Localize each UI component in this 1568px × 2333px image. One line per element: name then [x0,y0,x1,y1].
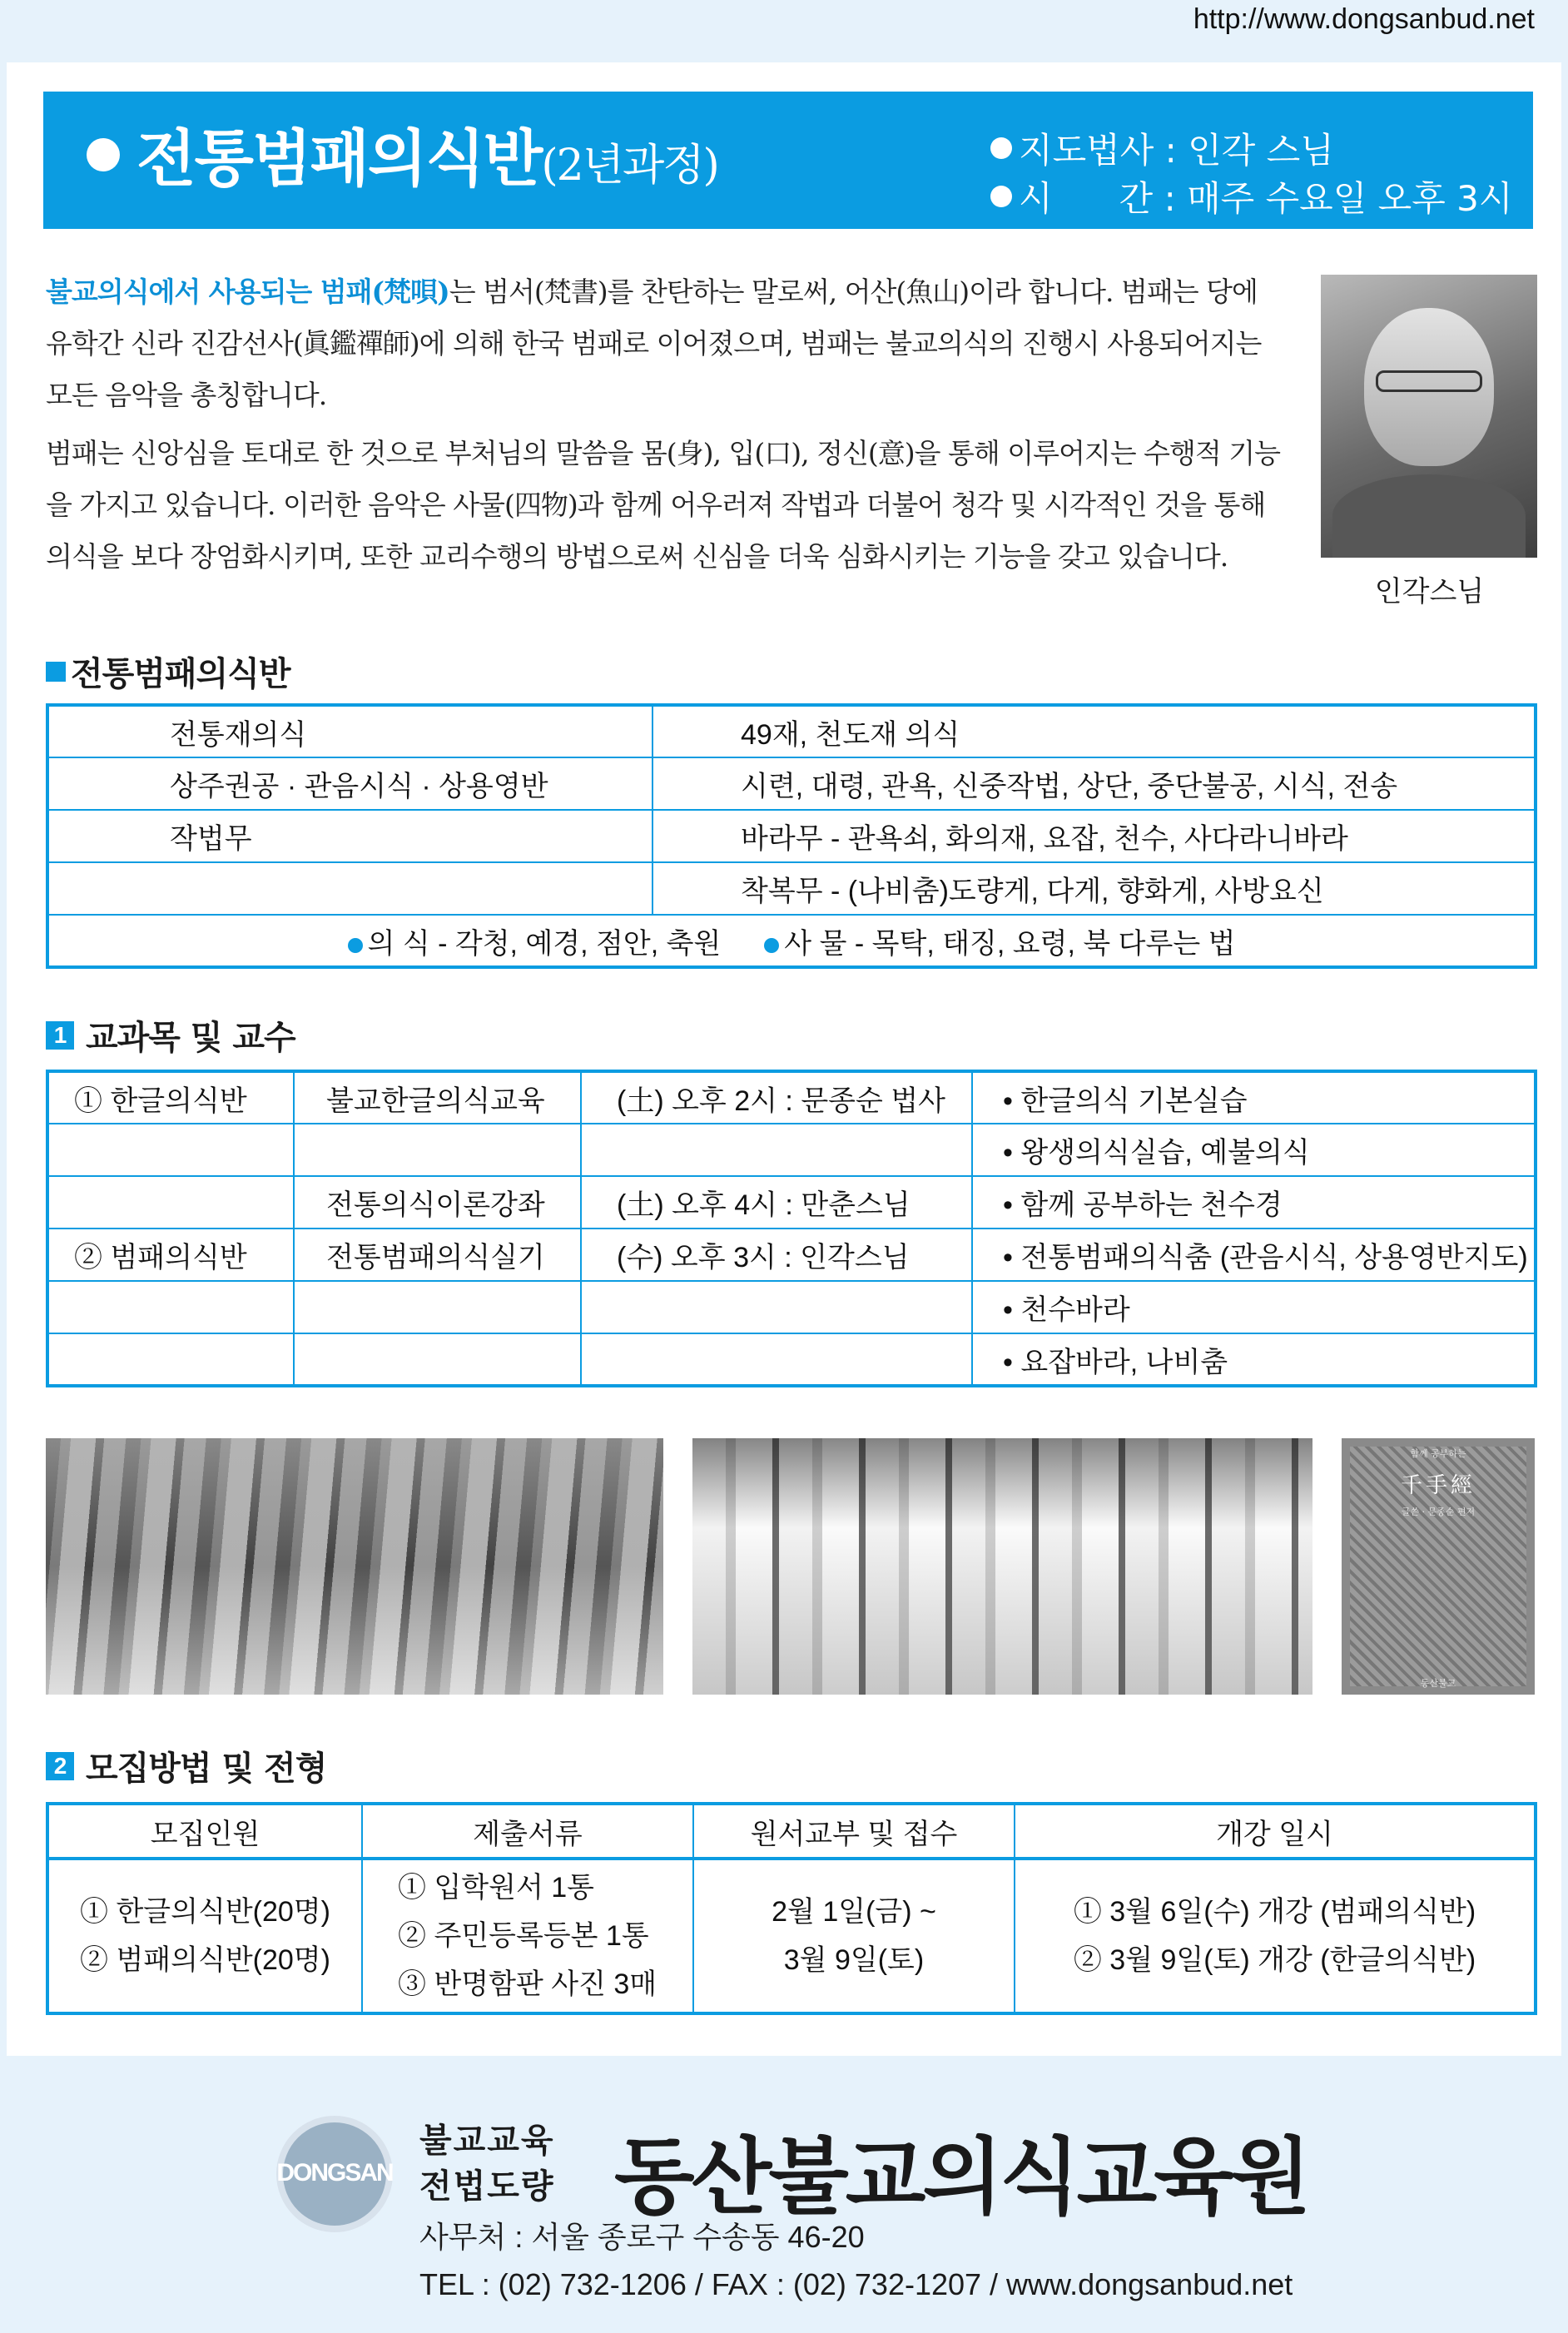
table-cell [47,1859,362,2013]
table-row [47,1124,1536,1176]
section-heading-1 [46,648,290,695]
bullet-icon [764,938,779,953]
table-cell [1015,1859,1536,2013]
table-cell: 착복무 - (나비춤)도량게, 다게, 향화게, 사방요신 [653,862,1536,915]
table-cell: • 함께 공부하는 천수경 [972,1176,1536,1229]
contact-info: TEL : (02) 732-1206 / FAX : (02) 732-1207 / www.dongsanbud.net [419,2267,1293,2301]
title-banner [43,92,1533,229]
intro-p1-text: 는 범서(梵書)를 찬탄하는 말로써, 어산(魚山)이라 합니다. 범패는 당에 유학간 신라 진감선사(眞鑑禪師)에 의해 한국 범패로 이어졌으며, 범패는 불교의식의 진행시 사용되어지는 모든 음악을 총칭합니다. [46,275,1262,411]
table-row [47,1176,1536,1229]
table-cell [581,1281,972,1333]
table-row [47,1333,1536,1386]
table-row [47,1071,1536,1124]
table-row [47,757,1536,810]
cell-line: 3월 9일(토) [783,1944,925,1976]
table-cell: • 한글의식 기본실습 [972,1071,1536,1124]
table-cell: 바라무 - 관욕쇠, 화의재, 요잡, 천수, 사다라니바라 [653,810,1536,862]
table-cell [47,862,653,915]
book-title: 千手經 [1400,1473,1476,1498]
table-cell [47,1176,294,1229]
cell-line: ③ 반명함판 사진 3매 [398,1968,657,2000]
table-row [47,1229,1536,1281]
section-heading-2 [46,1011,295,1059]
table-cell [294,1124,581,1176]
tagline-1: 불교교육 [419,2122,555,2160]
section-title: 교과목 및 교수 [86,1019,295,1057]
intro-text [46,266,1290,589]
bullet-icon [348,938,363,953]
table-cell [47,1124,294,1176]
book-author: 글쓴 · 문종순 편저 [1401,1507,1476,1517]
teacher-label: 지도법사 : 인각 스님 [1019,130,1334,171]
table-cell [362,1859,693,2013]
table-cell [47,1281,294,1333]
dongsan-logo [276,2116,393,2232]
table-cell: 시련, 대령, 관욕, 신중작법, 상단, 중단불공, 시식, 전송 [653,757,1536,810]
table-header: 개강 일시 [1015,1804,1536,1859]
book-small-text: 함께 공부하는 [1410,1448,1466,1459]
section-number-badge: 2 [46,1752,74,1780]
table-header: 제출서류 [362,1804,693,1859]
square-bullet-icon [46,662,66,682]
photo-caption: 인각스님 [1374,576,1485,608]
table-cell: ② 범패의식반 [47,1229,294,1281]
section-number-badge: 1 [46,1021,74,1050]
time-label: 시 간 : 매주 수요일 오후 3시 [1019,178,1513,219]
table-row [47,1859,1536,2013]
class-photo [46,1438,663,1695]
table-cell: 전통의식이론강좌 [294,1176,581,1229]
table-cell: 작법무 [47,810,653,862]
table-row [47,705,1536,757]
logo-text: DONGSAN [276,2159,393,2187]
dance-photo [692,1438,1312,1695]
table-cell: • 천수바라 [972,1281,1536,1333]
title-main: 전통범패의식반 [136,123,542,195]
table-cell: 불교한글의식교육 [294,1071,581,1124]
table-cell [693,1859,1015,2013]
cell-line: ② 3월 9일(토) 개강 (한글의식반) [1073,1944,1476,1976]
cell-line: ② 범패의식반(20명) [80,1944,330,1976]
cell-line: 2월 1일(금) ~ [772,1896,936,1928]
table-cell: (수) 오후 3시 : 인각스님 [581,1229,972,1281]
curriculum-table [46,1070,1537,1387]
bullet-icon [990,137,1012,159]
section-title: 전통범패의식반 [71,655,290,693]
page-title [136,110,718,198]
table-cell: 전통범패의식실기 [294,1229,581,1281]
cell-line: ① 3월 6일(수) 개강 (범패의식반) [1073,1896,1476,1928]
table-cell [581,1124,972,1176]
table-cell: • 왕생의식실습, 예불의식 [972,1124,1536,1176]
table-cell: • 요잡바라, 나비춤 [972,1333,1536,1386]
cell-line: ② 주민등록등본 1통 [398,1920,649,1952]
footer-item-a: 의 식 - 각청, 예경, 점안, 축원 [367,927,722,960]
table-cell: • 전통범패의식춤 (관음시식, 상용영반지도) [972,1229,1536,1281]
table-cell [47,1333,294,1386]
intro-paragraph-1 [46,266,1290,421]
section-title: 모집방법 및 전형 [86,1750,327,1788]
header-url[interactable]: http://www.dongsanbud.net [1193,3,1535,35]
table-row [47,915,1536,967]
table-row [47,810,1536,862]
table-cell: ① 한글의식반 [47,1071,294,1124]
title-subtitle: (2년과정) [541,141,718,191]
table-row [47,1281,1536,1333]
section-heading-3 [46,1742,326,1789]
photo-robe [1332,474,1526,558]
table-header: 원서교부 및 접수 [693,1804,1015,1859]
intro-highlight: 불교의식에서 사용되는 범패(梵唄) [46,275,449,308]
table-cell [294,1281,581,1333]
bullet-icon [87,138,120,171]
footer-item-b: 사 물 - 목탁, 태징, 요령, 북 다루는 법 [784,927,1236,960]
cell-line: ① 입학원서 1통 [398,1872,595,1904]
teacher-info [990,123,1334,173]
org-name: 동산불교의식교육원 [614,2128,1308,2226]
table-cell: 전통재의식 [47,705,653,757]
book-cover-image [1342,1438,1535,1695]
ceremony-table [46,703,1537,969]
cell-line: ① 한글의식반(20명) [80,1896,330,1928]
table-cell: 49재, 천도재 의식 [653,705,1536,757]
table-cell: 상주권공 · 관음시식 · 상용영반 [47,757,653,810]
intro-paragraph-2: 범패는 신앙심을 토대로 한 것으로 부처님의 말씀을 몸(身), 입(口), 정신(意)을 통해 이루어지는 수행적 기능을 가지고 있습니다. 이러한 음악은 사물(四物)과 함께 어우러져 작법과 더불어 청각 및 시각적인 것을 통해 의식을 보다 장엄화시키며, 또한 교리수행의 방법으로써 신심을 더욱 심화시키는 기능을 갖고 있습니다. [46,437,1280,573]
photo-glasses [1376,370,1482,392]
time-info [990,171,1512,221]
table-row [47,862,1536,915]
bullet-icon [990,186,1012,207]
table-header-row [47,1804,1536,1859]
table-cell [294,1333,581,1386]
table-header: 모집인원 [47,1804,362,1859]
table-cell: (土) 오후 4시 : 만춘스님 [581,1176,972,1229]
book-publisher: 동산불교 [1420,1678,1456,1689]
recruitment-table [46,1802,1537,2015]
table-cell: (土) 오후 2시 : 문종순 법사 [581,1071,972,1124]
teacher-photo [1321,275,1537,558]
tagline-2: 전법도량 [419,2167,555,2206]
address: 사무처 : 서울 종로구 수송동 46-20 [419,2220,865,2254]
table-cell [581,1333,972,1386]
table-footer-cell [47,915,1536,967]
